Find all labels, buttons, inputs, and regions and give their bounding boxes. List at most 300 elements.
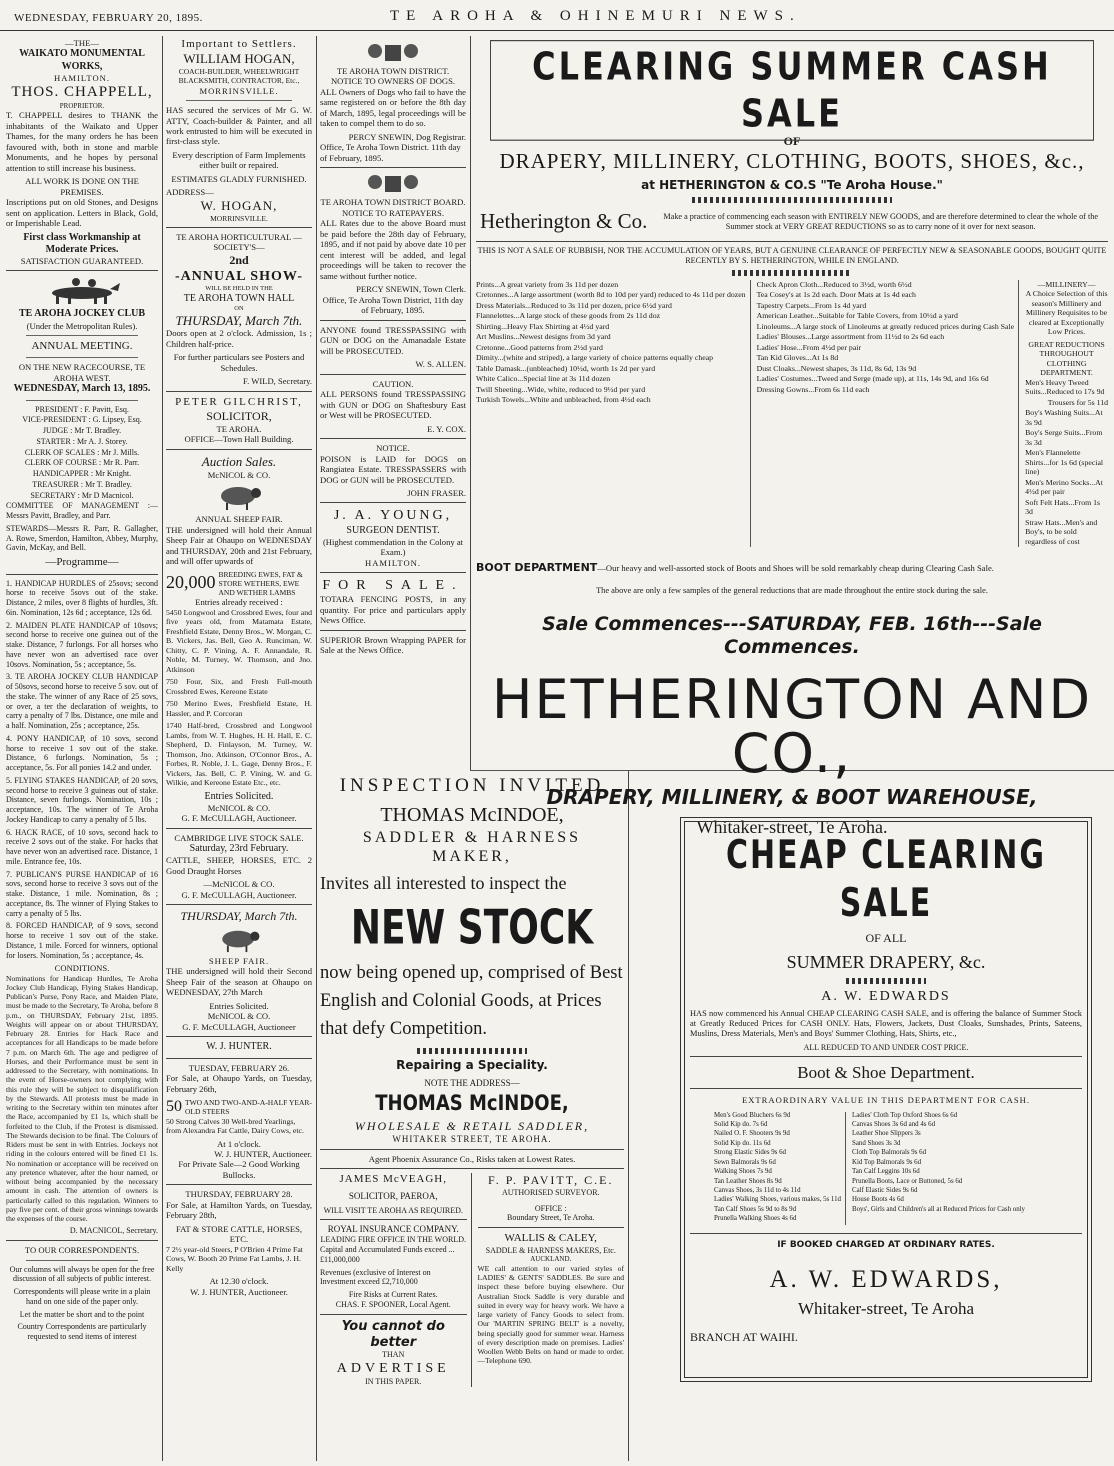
price-line: Twill Sheeting...Wide, white, reduced to 9½d per yard [476,384,646,394]
race-event: 1. HANDICAP HURDLES of 25sovs; second horse to receive 5sovs out of the stake. Distance, 2 miles, over 8 flights of hurdles, 3ft. 6in. Nomination, 12s 6d ; acceptance, 12s 6d. [6,578,158,617]
mcindoe-name: THOMAS McINDOE, [380,804,564,827]
rates-body: ALL Rates due to the above Board must be paid before the 28th day of February, 1895, and if not paid by above date 10 per cent interest will be added, and legal proceedings will be taken to recover the same without further notice. [320,218,466,281]
cambridge-date: Saturday, 23rd February. [189,843,289,855]
auction-auctioneer: G. F. McCULLAGH, Auctioneer. [181,813,297,824]
jockey-when: WEDNESDAY, March 13, 1895. [13,383,151,395]
het-samples: The above are only a few samples of the general reductions that are made throughout the entire stock during the sale. [596,586,988,596]
mcindoe-note: NOTE THE ADDRESS— [424,1078,520,1089]
price-line: Dimity...(white and striped), a large variety of choice patterns equally cheap [476,353,714,363]
cambridge-body: CATTLE, SHEEP, HORSES, ETC. 2 Good Draught Horses [166,855,312,876]
conditions-title: CONDITIONS. [54,963,110,974]
rates-notice [320,197,466,315]
price-line: Dressing Gowns...From 6s 11d each [756,384,870,394]
decorative-rule [417,1048,527,1054]
auction-count: 20,000 [166,572,216,593]
column-rule-3 [470,36,471,770]
shoe-line: House Boots 4s 6d [852,1196,904,1204]
advert-inscriptions: Inscriptions put on old Stones, and Designs sent on application. Letters in Black, Gold, or Imperishable Lead. [6,197,158,229]
boot-dept-body: —Our heavy and well-assorted stock of Boots and Shoes will be sold remarkably cheap during Clearing Cash Sale. [597,563,994,574]
sheepfair-title: SHEEP FAIR. [208,955,270,966]
mcveagh-visits: WILL VISIT TE AROHA AS REQUIRED. [323,1205,463,1215]
het-big-name: HETHERINGTON AND CO., [491,668,1093,786]
hunter-time2: At 12.30 o'clock. [209,1276,269,1287]
poison-sig: JOHN FRASER. [407,487,466,498]
shoe-line: Kid Top Balmorals 9s 6d [852,1158,922,1166]
poison-title: NOTICE. [376,443,410,454]
hogan-estimates: ESTIMATES GLADLY FURNISHED. [171,173,307,184]
auction-stock: BREEDING EWES, FAT & STORE WETHERS, EWE AND WETHER LAMBS [218,569,303,597]
advert-place: HAMILTON. [53,72,111,83]
hogan-name: WILLIAM HOGAN, [183,51,295,67]
caution-notice [320,379,466,434]
hort-held: WILL BE HELD IN THE [205,284,273,292]
mcveagh-advert [320,1173,467,1215]
hogan-address-name: W. HOGAN, [200,197,278,213]
royal-fire: Fire Risks at Current Rates. [348,1290,438,1300]
price-line: Art Muslins...Newest designs from 3d yard [476,332,611,342]
race-event: 6. HACK RACE, of 10 sovs, second hack to receive 2 sovs out of the stake. For hacks that have never won an advertised race. Distance, 1 mile. Entrance fee, 10s. [6,827,158,866]
mcindoe-stock: NEW STOCK [350,901,594,955]
issue-date: WEDNESDAY, FEBRUARY 20, 1895. [14,12,203,24]
price-line: Turkish Towels...White and unbleached, from 4½d each [476,395,651,405]
dogs-notice [320,66,466,163]
gilchrist-town: TE AROHA. [216,423,262,434]
hunter-sig: W. J. HUNTER, Auctioneer. [214,1148,312,1159]
price-line: Ladies' Hose...From 4½d per pair [756,342,862,352]
decorative-rule [846,978,926,984]
hogan-address-town: MORRINSVILLE. [210,213,268,223]
auction-entries: Entries already received : [195,597,283,608]
mcindoe-invited: INSPECTION INVITED [339,775,605,796]
cambridge-sale [166,833,312,901]
hogan-advert [166,38,312,223]
correspondents-notice [6,1245,158,1342]
royal-insurance-advert [320,1224,467,1309]
price-line: Flannelettes...A large stock of these goods from 2s 11d doz [476,311,661,321]
hunter-date2: THURSDAY, FEBRUARY 28. [185,1189,293,1200]
jockey-meeting: ANNUAL MEETING. [31,340,133,353]
officer: SECRETARY : Mr D Macnicol. [30,490,134,500]
column-2 [166,38,312,1462]
edwards-name: A. W. EDWARDS [821,988,951,1004]
jockey-club-advert [6,308,158,1236]
price-line: Check Apron Cloth...Reduced to 3½d, worth 6½d [756,279,912,289]
advert-name: THOS. CHAPPELL, [11,84,153,101]
decorative-rule [732,270,852,276]
coat-of-arms-icon [363,41,423,63]
het-at: at HETHERINGTON & CO.S "Te Aroha House." [641,178,943,193]
settlers-head: Important to Settlers. [181,38,297,50]
shoe-line: Ladies' Walking Shoes, various makes, 5s 11d [714,1196,841,1204]
price-line: Ladies' Costumes...Tweed and Serge (made up), at 11s, 14s 9d, and 16s 6d [756,374,989,384]
coat-of-arms-icon [363,172,423,194]
price-line: Linoleums...A large stock of Linoleums at greatly reduced prices during Cash Sale [756,321,1015,331]
officer: VICE-PRESIDENT : G. Lipsey, Esq. [22,415,142,425]
royal-capital: Capital and Accumulated Funds exceed ... £11,000,000 [320,1245,455,1264]
jockey-sub: (Under the Metropolitan Rules). [26,320,138,331]
pavitt-role: AUTHORISED SURVEYOR. [501,1187,600,1197]
officer: TREASURER : Mr T. Bradley. [32,479,132,489]
mcindoe-agent: Agent Phoenix Assurance Co., Risks taken at Lowest Rates. [368,1153,576,1164]
wallis-trade: SADDLE & HARNESS MAKERS, Etc. [485,1245,616,1255]
advert-paper: IN THIS PAPER. [365,1377,422,1387]
hunter-lines: 50 Strong Calves 30 Well-bred Yearlings, from Alexandra Fat Cattle, Dairy Cows, etc. [166,1116,304,1135]
dogs-notice-title: NOTICE TO OWNERS OF DOGS. [330,76,456,87]
hort-title: -ANNUAL SHOW- [175,268,303,284]
price-line: Trousers for 5s 11d [1047,397,1108,407]
officer: STARTER : Mr A. J. Storey. [36,436,128,446]
edwards-branch: BRANCH AT WAIHI. [690,1329,798,1344]
royal-sig: CHAS. F. SPOONER, Local Agent. [335,1299,451,1309]
clearing-sale-title: CLEARING SUMMER CASH SALE [490,40,1094,141]
het-practice: Make a practice of commencing each season with ENTIRELY NEW GOODS, and are therefore determined to clear the whole of the Summer stock at VERY GREAT REDUCTIONS so as to carry none of it over for next season. [663,211,1098,231]
edwards-street: Whitaker-street, Te Aroha [797,1299,975,1319]
het-street: Whitaker-street, Te Aroha. [696,817,888,838]
price-line: Shirting...Heavy Flax Shirting at 4½d yard [476,321,610,331]
gilchrist-name: PETER GILCHRIST, [175,395,303,408]
edwards-reduced: ALL REDUCED TO AND UNDER COST PRICE. [803,1042,969,1052]
corr-item: Correspondents will please write in a plain hand on one side of the paper only. [13,1287,151,1306]
dogs-district: TE AROHA TOWN DISTRICT. [336,66,450,76]
shoe-line: Solid Kip do. 11s 6d [714,1139,771,1147]
young-sub: (Highest commendation in the Colony at Exam.) [322,536,464,558]
dogs-office: Office, Te Aroha Town District. 11th day of February, 1895. [320,142,461,163]
hunter-date: TUESDAY, FEBRUARY 26. [188,1062,290,1073]
header-rule [0,30,1114,31]
masthead: TE AROHA & OHINEMURI NEWS. [390,8,801,24]
shoe-line: Strong Elastic Sides 9s 6d [714,1149,786,1157]
jockey-title: TE AROHA JOCKEY CLUB [18,308,146,320]
jockey-where: ON THE NEW RACECOURSE, TE AROHA WEST. [18,362,146,383]
race-events [6,579,158,961]
edwards-boot: Boot & Shoe Department. [797,1063,975,1083]
race-event: 8. FORCED HANDICAP, of 9 sovs, second horse to receive 1 sov out of the stake. Distance, 1 mile. Forced for winners, optional for losers. Nomination, 5s ; acceptance, 4s. [6,921,158,960]
jockey-officers [6,405,158,501]
sale-commences: Sale Commences---SATURDAY, FEB. 16th---Sale Commences. [542,612,1042,658]
advert-than: THAN [382,1350,405,1360]
hunter-private: For Private Sale—2 Good Working Bullocks. [178,1159,300,1180]
wallis-name: WALLIS & CALEY, [504,1232,597,1245]
shoe-line: Leather Shoe Slippers 3s [852,1130,921,1138]
corr-item: Let the matter be short and to the point [19,1309,145,1319]
edwards-shoe-lists [714,1112,1058,1225]
wallis-town: AUCKLAND. [530,1255,572,1264]
trespass-allen [320,325,466,370]
edwards-booked: IF BOOKED CHARGED AT ORDINARY RATES. [777,1239,995,1250]
hort-hall: TE AROHA TOWN HALL [183,292,295,304]
rates-board: TE AROHA TOWN DISTRICT BOARD. [320,197,466,208]
jockey-committee: COMMITTEE OF MANAGEMENT :—Messrs Pavitt, Bradley, and Parr. [6,501,158,521]
royal-sub: LEADING FIRE OFFICE IN THE WORLD. [320,1235,466,1245]
shoe-line: Tan Leather Shoes 8s 9d [714,1177,782,1185]
auction-body: THE undersigned will hold their Annual Sheep Fair at Ohaupo on WEDNESDAY and THURSDAY, 20th and 21st February, and will offer upwards of [166,524,312,567]
price-line: Tapestry Carpets...From 1s 4d yard [756,300,867,310]
auction-fair: ANNUAL SHEEP FAIR. [195,514,283,525]
officer: PRESIDENT : F. Pavitt, Esq. [35,404,129,414]
auction-solicited: Entries Solicited. [204,790,274,802]
pavitt-addr: Boundary Street, Te Aroha. [507,1213,595,1223]
advert-first-class: First class Workmanship at Moderate Prices. [23,231,141,255]
young-name: J. A. YOUNG, [333,508,453,524]
gilchrist-office: OFFICE—Town Hall Building. [184,434,294,445]
shoe-line: Prunella Boots, Lace or Buttoned, 5s 6d [852,1177,963,1185]
caution-title: CAUTION. [372,378,414,389]
shoe-line: Boys', Girls and Children's all at Reduced Prices for Cash only [852,1205,1025,1213]
edwards-body: HAS now commenced his Annual CHEAP CLEARING CASH SALE, and is offering the balance of Summer Stock at Greatly Reduced Prices for CASH ONLY. Hats, Flowers, Jackets, Dust Cloaks, Sunshades, Prints, Sateens, Muslins, Dress Materials, Men's and Boys' Summer Clothing, Hats, Shirts, etc., [690,1008,1082,1039]
corr-title: TO OUR CORRESPONDENTS. [24,1245,140,1256]
thursday-date: THURSDAY, March 7th. [180,909,298,924]
millinery-body: A Choice Selection of this season's Millinery and Millinery Requisites to be cleared at Exceptionally Low Prices. [1025,289,1108,337]
mcindoe-street: WHITAKER STREET, TE AROHA. [392,1133,552,1144]
mcindoe-invites: Invites all interested to inspect the [320,872,567,893]
column-1 [6,38,158,1462]
advert-pre: —THE— [65,38,99,48]
mcveagh-name: JAMES McVEAGH, [339,1173,447,1186]
rates-notice-title: NOTICE TO RATEPAYERS. [342,207,444,218]
sheepfair-solicited: Entries Solicited. [209,1000,269,1011]
racehorse-icon [42,275,122,305]
column-rule-4 [628,770,629,1461]
jockey-signature: D. MACNICOL, Secretary. [69,1226,158,1236]
mcindoe-body: now being opened up, comprised of Best English and Colonial Goods, at Prices that defy Competition. [320,963,623,1039]
jockey-programme: —Programme— [45,556,119,569]
waikato-monumental-advert [6,38,158,266]
hogan-body: HAS secured the services of Mr G. W. ATTY, Coach-builder & Painter, and all work entrusted to him will be executed in first-class style. [166,105,312,147]
decorative-rule [692,197,892,203]
rates-sig: PERCY SNEWIN, Town Clerk. [356,284,466,295]
mcindoe-name2: THOMAS McINDOE, [375,1091,569,1117]
sheepfair-auct: G. F. McCULLAGH, Auctioneer [182,1021,296,1032]
corr-item: Our columns will always be open for the free discussion of all subjects of public interest. [9,1264,155,1284]
wallis-body: WE call attention to our varied styles of LADIES' & GENTS' SADDLES. Be sure and inspect these before buying elsewhere. Our Australian Stock Saddle is very durable and suited in every way for heavy work. We have a large variety of Fancy Goods to select from. Our 'MARTIN SPRING BELT' is a novelty, being specially good for summer wear. Harness of every description made on premises. Ladies' Woollen Webb Belts on hand or made to order.—Telephone 690. [477,1263,624,1366]
column-3 [320,38,466,768]
het-goods: DRAPERY, MILLINERY, CLOTHING, BOOTS, SHOES, &c., [499,148,1085,173]
hogan-town: MORRINSVILLE. [199,85,279,96]
shoe-line: Sand Shoes 3s 3d [852,1139,901,1147]
auction-lot: 750 Four, Six, and Fresh Full-mouth Crossbred Ewes, Kereone Estate [166,677,312,696]
cambridge-firm: —McNICOL & CO. [203,879,275,890]
young-town: HAMILTON. [364,557,422,568]
price-line: Cretonnes...A large assortment (worth 8d to 10d per yard) reduced to 4s 11d per dozen [476,290,746,300]
edwards-advert [690,828,1082,1373]
price-line: Tea Cosey's at 1s 2d each. Door Mats at 1s 4d each [756,290,916,300]
price-line: White Calico...Special line at 3s 11d dozen [476,374,611,384]
cambridge-auct: G. F. McCULLAGH, Auctioneer. [181,889,297,900]
hort-further: For further particulars see Posters and Schedules. [173,352,305,373]
millinery-title: —MILLINERY— [1037,279,1096,289]
dogs-body: ALL Owners of Dogs who fail to have the same registered on or before the 8th day of March, 1895, legal proceedings will be taken to compel them to do so. [320,86,466,129]
gilchrist-role: SOLICITOR, [206,409,272,424]
pavitt-advert [478,1173,625,1223]
advert-title: WAIKATO MONUMENTAL WORKS, [19,48,145,72]
sheepfair-firm: McNICOL & CO. [207,1011,271,1022]
auction-lot: 1740 Half-bred, Crossbred and Longwool Lambs, from W. T. Hughes, H. H. Hall, E. C. Shepherd, D. Finlayson, M. Turney, W. Thomson, Jno. Atkinson, O'Connor Bros., A. Forbes, R. Noble, J. L. Gage, Denny Bros., F. Vickers, Jas. Bell, C. P. Vining, W. and G. Wilkie, and Kereone Estate Etc., etc. [166,721,312,788]
hort-doors: Doors open at 2 o'clock. Admission, 1s ; Children half-price. [166,328,312,349]
shoe-line: Tan Calf Shoes 5s 9d to 8s 9d [714,1205,797,1213]
het-warehouse: DRAPERY, MILLINERY, & BOOT WAREHOUSE, [546,785,1038,810]
hunter-sale: For Sale, at Ohaupo Yards, on Tuesday, February 26th, [166,1073,312,1094]
hunter-steers: TWO AND TWO-AND-A-HALF YEAR-OLD STEERS [185,1097,312,1116]
shoe-line: Men's Good Bluchers 6s 9d [714,1111,791,1119]
corr-item: Country Correspondents are particularly requested to send items of interest [17,1322,147,1342]
advertise-notice [320,1319,467,1387]
hunter-sale2: For Sale, at Hamilton Yards, on Tuesday, February 28th, [166,1199,312,1221]
edwards-ladies-list [852,1112,1025,1225]
price-line: American Leather...Suitable for Table Covers, from 10½d a yard [756,311,958,321]
forsale-title: FOR SALE. [322,578,464,594]
price-line: Prints...A great variety from 3s 11d per dozen [476,279,619,289]
officer: CLERK OF SCALES : Mr J. Mills. [24,447,140,457]
jockey-stewards: STEWARDS—Messrs R. Parr, R. Gallagher, A. Rowe, Smerdon, Hamilton, Abbey, Murphy, Gavin, McKay, and Bell. [6,523,158,553]
hunter-name: W. J. HUNTER. [206,1041,272,1053]
auction-lot: 750 Merino Ewes, Freshfield Estate, H. Hassler, and P. Corcoran [166,699,312,718]
advert-advertise: ADVERTISE [336,1361,450,1377]
race-event: 4. PONY HANDICAP, of 10 sovs, second horse to receive 1 sov out of the stake. Distance, 6 furlongs. Nomination, 5s ; acceptance, 5s. For all ponies 14.2 and under. [6,733,158,772]
shoe-line: Canvas Shoes 3s 6d and 4s 6d [852,1120,936,1128]
price-line: Dust Cloaks...Newest shapes, 3s 11d, 8s 6d, 13s 9d [756,363,917,373]
pavitt-name: F. P. PAVITT, C.E. [487,1173,614,1188]
mcindoe-trade: SADDLER & HARNESS MAKER, [362,828,582,866]
sheep-fair [166,956,312,1032]
wrapping-paper-advert: SUPERIOR Brown Wrapping PAPER for Sale at the News Office. [320,634,466,656]
conditions-body: Nominations for Handicap Hurdles, Te Aroha Jockey Club Handicap, Flying Stakes Handicap, Publican's Purse, Pony Race, and Maiden Plate, must be made to the Secretary, Te Aroha, before 8 p.m., on THURSDAY, February 21st, 1895. Weights will appear on or about THURSDAY, February 28. Entries for Hack Race and acceptances for all Handicaps to be made before 7 p.m. on March 6th. The age and pedigree of Horses, and their Performance must be sent in addressed to the Secretary, with nominations. In the event of Horse-owners not complying with this rule they will be subject to disqualification by the Stewards. All protests must be made in writing to the Secretary within ten minutes after the Race, accompanied by £1 1s, which shall be forfeited to the Club, if the Protest is dismissed. The Stewards decision to be final. The Colours of Riders must be sent in with Entries. Jockeys not riding in the colours entered will be fined £1 1s. No nomination or acceptance will be received on any pretence whatever, after the hour named, or without being accompanied by the necessary amount in cash. The attention of owners is particularly called to this regulation. Winners to pay five per cent. of their gross winnings towards the expenses of the course. [6,973,158,1224]
rates-office: Office, Te Aroha Town District, 11th day of February, 1895. [322,294,464,316]
shoe-line: Cloth Top Balmorals 9s 6d [852,1149,927,1157]
race-event: 5. FLYING STAKES HANDICAP, of 20 sovs, second horse to receive 3 guineas out of stake. Distance, seven furlongs. Nomination, 10s ; acceptance, 10s. The winner of Te Aroha Jockey Handicap to carry a penalty of 5 lbs. [6,775,158,824]
hunter-num: 50 [166,1097,182,1115]
caution-sig: E. Y. COX. [427,423,466,434]
race-event: 3. TE AROHA JOCKEY CLUB HANDICAP of 50sovs, second horse to receive 5 sov. out of the stake. The winner of any Race of 25 sovs, or over, a ter the declaration of weights, to carry a penalty of 7 lbs. Distance, one mile and a half. Nomination, 25s ; acceptance, 25s. [6,672,158,730]
mcveagh-role: SOLICITOR, PAEROA, [348,1190,438,1201]
price-line: Boy's Serge Suits...From 3s 3d [1025,428,1103,447]
edwards-title: CHEAP CLEARING SALE [725,833,1047,927]
price-line: Ladies' Blouses...Large assortment from 11½d to 2s 6d each [756,332,945,342]
price-line: Men's Flannelette Shirts...for 1s 6d (special line) [1025,448,1104,477]
shoe-line: Prunella Walking Shoes 4s 6d [714,1215,797,1223]
allen-body: ANYONE found TRESSPASSING with GUN or DOG on the Amanadale Estate will be PROSECUTED. [320,324,466,356]
horticultural-show-advert [166,232,312,387]
shoe-line: Ladies' Cloth Top Oxford Shoes 6s 6d [852,1111,958,1119]
het-price-lists [476,280,1108,548]
auction-lot: 5450 Longwool and Crossbred Ewes, four and five years old, from Matamata Estate, Freshfield Estate, Denny Bros., W. Morgan, C. B. Vickers, Jas. Bell, Geo A. Runciman, W. Chitty, C. P. Vining, A. F. Annandale, R. Noble, M. Turney, W. Thomson, and Jno. Atkinson [166,607,312,674]
het-notrubbish: THIS IS NOT A SALE OF RUBBISH, NOR THE ACCUMULATION OF YEARS, BUT A GENUINE CLEARANCE OF PERFECTLY NEW & SEASONABLE GOODS, BOUGHT QUITE RECENTLY BY S. HETHERINGTON, WHILE IN ENGLAND. [477,245,1107,265]
edwards-ofall: OF ALL [865,931,907,946]
auction-firm2: McNICOL & CO. [207,802,271,813]
price-line: Boy's Washing Suits...At 3s 9d [1025,408,1103,427]
clothing-title: GREAT REDUCTIONS THROUGHOUT CLOTHING DEPARTMENT. [1028,339,1105,378]
edwards-name2: A. W. EDWARDS, [769,1265,1003,1293]
price-line: Soft Felt Hats...From 1s 3d [1025,497,1101,517]
hort-date: THURSDAY, March 7th. [175,312,303,328]
price-line: Dress Materials...Reduced to 3s 11d per dozen, price 6½d yard [476,300,672,310]
edwards-men-list [714,1112,846,1225]
young-dentist [320,507,466,568]
poison-notice [320,443,466,498]
het-list-drapery [476,280,751,548]
edwards-summer: SUMMER DRAPERY, &c. [786,951,986,972]
price-line: Men's Heavy Tweed Suits...Reduced to 17s 9d [1025,377,1105,397]
het-firm: Hetherington & Co. [480,208,648,233]
hetherington-advert [476,40,1108,838]
for-sale-posts [320,577,466,626]
edwards-extra: EXTRAORDINARY VALUE IN THIS DEPARTMENT FOR CASH. [741,1095,1031,1106]
advert-work: ALL WORK IS DONE ON THE PREMISES. [25,176,139,197]
hunter-fat: FAT & STORE CATTLE, HORSES, ETC. [175,1223,303,1245]
shoe-line: Canvas Shoes, 3s 11d to 4s 11d [714,1186,801,1194]
mcindoe-repair: Repairing a Speciality. [396,1057,548,1072]
shoe-line: Calf Elastic Sides 9s 6d [852,1186,918,1194]
hogan-address-label: ADDRESS— [166,187,214,198]
hort-num: 2nd [229,252,249,267]
sheep-icon [216,483,262,511]
officer: CLERK OF COURSE : Mr R. Parr. [24,458,140,468]
hunter-time: At 1 o'clock. [217,1138,261,1149]
cambridge-title: CAMBRIDGE LIVE STOCK SALE. [174,832,304,843]
dogs-sig: PERCY SNEWIN, Dog Registrar. [348,131,466,142]
shoe-line: Tan Calf Leggins 10s 6d [852,1168,920,1176]
sheepfair-body: THE undersigned will hold their Second Sheep Fair of the season at Ohaupo on WEDNESDAY, 27th March [166,966,312,998]
hort-signature: F. WILD, Secretary. [243,376,312,387]
price-line: Straw Hats...Men's and Boy's, to be sold regardless of cost [1025,517,1098,546]
advert-satisfaction: SATISFACTION GUARANTEED. [20,255,144,266]
hogan-trade: COACH-BUILDER, WHEELWRIGHT BLACKSMITH, CONTRACTOR, Etc., [178,67,300,86]
het-list-household [757,280,1020,548]
price-line: Tan Kid Gloves...At 1s 8d [756,353,839,363]
allen-sig: W. S. ALLEN. [415,359,466,370]
het-of: OF [783,134,801,149]
advert-body: T. CHAPPELL desires to THANK the inhabitants of the Waikato and Upper Thames, for the many orders he has been favoured with, both in stone and marble Monuments, and he hopes by personal attention to still increase his business. [6,110,158,173]
hunter-list2: 7 2½ year-old Steers, P O'Brien 4 Prime Fat Cows, W. Booth 20 Prime Fat Lambs, J. H. Kelly [166,1244,303,1273]
mcindoe-advert [320,774,624,1464]
hort-on: ON [234,304,244,312]
shoe-line: Sewn Balmorals 9s 6d [714,1158,776,1166]
forsale-body: TOTARA FENCING POSTS, in any quantity. For price and particulars apply News Office. [320,594,466,626]
young-role: SURGEON DENTIST. [346,524,440,536]
wallis-caley-advert [478,1232,625,1365]
royal-title: ROYAL INSURANCE COMPANY. [327,1224,459,1235]
hunter-sig2: W. J. HUNTER, Auctioneer. [190,1286,288,1297]
pavitt-office: OFFICE : [534,1203,567,1213]
advert-cannot: You cannot do better [341,1318,445,1350]
auction-sales [166,454,312,824]
gilchrist-advert [166,396,312,445]
boot-dept-label: BOOT DEPARTMENT [476,561,598,575]
price-line: Cretonne...Good patterns from 2½d yard [476,342,603,352]
royal-revenue: Revenues (exclusive of Interest on Investment exceed £2,710,000 [320,1267,431,1287]
column-rule-2 [316,36,317,1461]
auction-firm: McNICOL & CO. [207,469,271,480]
poison-body: POISON is LAID for DOGS on Rangiatea Estate. TRESSPASSERS with DOG or GUN will be PROSECUTED. [320,453,466,485]
price-line: Table Damask...(unbleached) 10½d, worth 1s 2d per yard [476,363,656,373]
hunter-sales [166,1041,312,1297]
officer: JUDGE : Mr T. Bradley. [42,426,122,436]
shoe-line: Nailed O. F. Shooters 9s 9d [714,1130,790,1138]
race-event: 7. PUBLICAN'S PURSE HANDICAP of 16 sovs, second horse to receive 3 sovs out of the stake. Distance, 1 mile. Nomination, 8s ; acceptance, 8s. The winner of Flying Stakes to carry a penalty of 5 lbs. [6,869,158,918]
advert-role: PROPRIETOR. [59,101,105,110]
hogan-repairs: Every description of Farm Implements either built or repaired. [172,149,306,171]
race-event: 2. MAIDEN PLATE HANDICAP of 10sovs; second horse to receive one guinea out of the stake. Distance, 7 furlongs. For all horses who have never won an advertised race over 10sovs. Nomination, 5s ; acceptance, 5s. [6,620,158,669]
newspaper-header [0,0,1114,30]
het-list-clothing [1025,280,1108,548]
sheep-icon [216,927,262,953]
auction-title: Auction Sales. [201,453,277,469]
mcindoe-wholesale: WHOLESALE & RETAIL SADDLER, [354,1119,590,1134]
caution-body: ALL PERSONS found TRESSPASSING with GUN or DOG on Shaftesbury East or West will be PROSECUTED. [320,389,466,421]
shoe-line: Walking Shoes 7s 9d [714,1168,772,1176]
officer: HANDICAPPER : Mr Knight. [32,469,132,479]
shoe-line: Solid Kip do. 7s 6d [714,1120,768,1128]
column-rule-1 [162,36,163,1461]
